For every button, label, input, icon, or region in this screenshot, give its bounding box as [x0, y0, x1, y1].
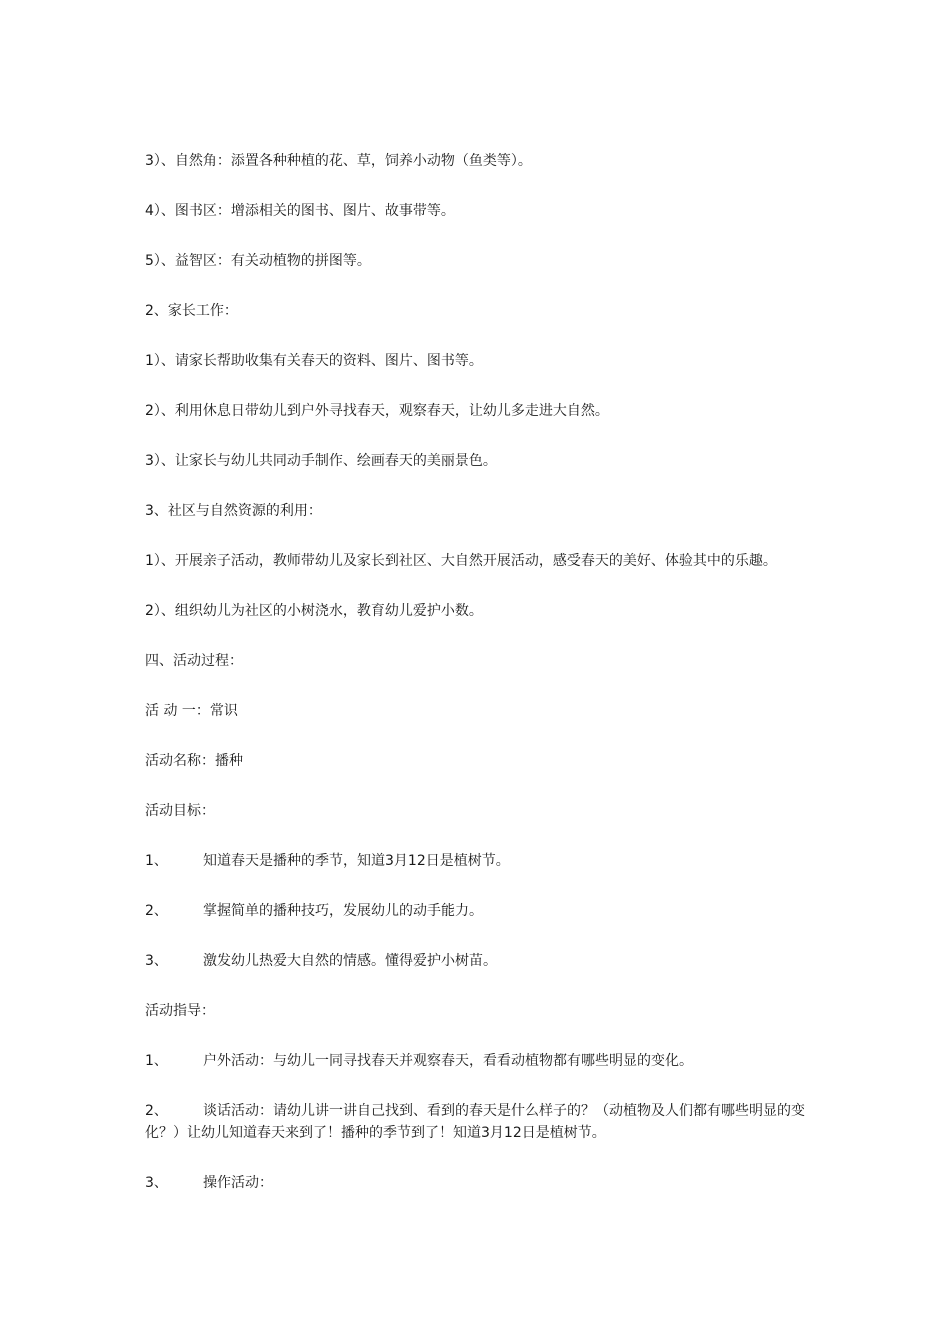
paragraph-parent-craft: 3）、让家长与幼儿共同动手制作、绘画春天的美丽景色。: [145, 453, 497, 469]
guidance-item-1: 1、 户外活动：与幼儿一同寻找春天并观察春天，看看动植物都有哪些明显的变化。: [145, 1050, 810, 1072]
heading-parent-work: 2、家长工作：: [145, 303, 238, 319]
list-number: 3、: [145, 953, 168, 969]
heading-community-resources: 3、社区与自然资源的利用：: [145, 503, 322, 519]
heading-activity-guidance: 活动指导：: [145, 1003, 215, 1019]
list-number: 1、: [145, 853, 168, 869]
guidance-item-2: 2、 谈话活动：请幼儿讲一讲自己找到、看到的春天是什么样子的？（动植物及人们都有哪些明显的变化？）让幼儿知道春天来到了！播种的季节到了！知道3月12日是植树节。: [145, 1100, 810, 1144]
goal-item-2: 2、 掌握简单的播种技巧，发展幼儿的动手能力。: [145, 900, 810, 922]
goal-item-3: 3、 激发幼儿热爱大自然的情感。懂得爱护小树苗。: [145, 950, 810, 972]
paragraph-book-area: 4）、图书区：增添相关的图书、图片、故事带等。: [145, 203, 455, 219]
list-number: 1、: [145, 1053, 168, 1069]
list-number: 3、: [145, 1175, 168, 1191]
list-number: 2、: [145, 1103, 168, 1119]
heading-activity-process: 四、活动过程：: [145, 653, 243, 669]
heading-activity-one: 活 动 一：常识: [145, 703, 238, 719]
paragraph-family-activity: 1）、开展亲子活动，教师带幼儿及家长到社区、大自然开展活动，感受春天的美好、体验其中的乐趣。: [145, 553, 777, 569]
activity-name: 活动名称：播种: [145, 753, 243, 769]
list-number: 2、: [145, 903, 168, 919]
paragraph-puzzle-area: 5）、益智区：有关动植物的拼图等。: [145, 253, 371, 269]
goal-item-1: 1、 知道春天是播种的季节，知道3月12日是植树节。: [145, 850, 810, 872]
paragraph-water-trees: 2）、组织幼儿为社区的小树浇水，教育幼儿爱护小数。: [145, 603, 483, 619]
heading-activity-goals: 活动目标：: [145, 803, 215, 819]
guidance-item-3: 3、 操作活动：: [145, 1172, 810, 1194]
paragraph-parent-outdoor: 2）、利用休息日带幼儿到户外寻找春天，观察春天，让幼儿多走进大自然。: [145, 403, 609, 419]
document-body: [145, 150, 810, 1222]
paragraph-nature-corner: 3）、自然角：添置各种种植的花、草，饲养小动物（鱼类等）。: [145, 153, 532, 169]
paragraph-parent-collect: 1）、请家长帮助收集有关春天的资料、图片、图书等。: [145, 353, 483, 369]
